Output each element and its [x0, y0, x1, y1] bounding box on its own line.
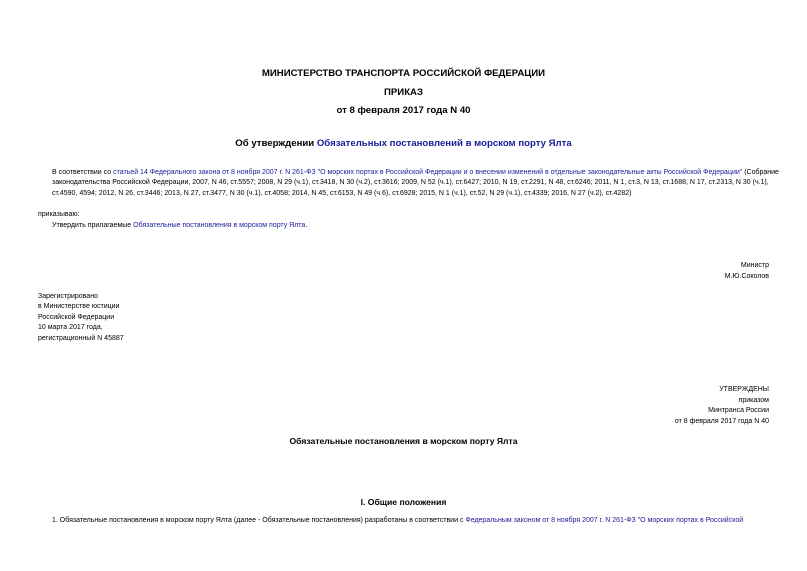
approved-line: Минтранса России [708, 407, 769, 414]
approved-line: УТВЕРЖДЕНЫ [719, 386, 769, 393]
approved-block [675, 385, 769, 427]
approve-suffix: . [305, 222, 308, 229]
approve-prefix: Утвердить прилагаемые [52, 222, 134, 229]
registration-line: Российской Федерации [38, 313, 115, 321]
approved-line: приказом [738, 396, 769, 404]
paragraph-text: 1. Обязательные постановления в морском порту Ялта (далее - Обязательные постановления) разработаны в соответствии с [52, 517, 466, 524]
registration-line: 10 марта 2017 года, [38, 324, 103, 332]
registration-line: в Министерстве юстиции [38, 303, 120, 311]
doc-date-number: от 8 февраля 2017 года N 40 [336, 105, 471, 116]
doc-title-link[interactable]: Обязательных постановлений в морском порту Ялта [316, 138, 572, 149]
regulations-title: Обязательные постановления в морском порту Ялта [289, 436, 518, 446]
section-heading: I. Общие положения [360, 497, 447, 507]
approve-paragraph [52, 221, 752, 231]
approve-link[interactable]: Обязательные постановления в морском порту Ялта [133, 222, 306, 229]
registration-line: регистрационный N 45887 [38, 334, 124, 342]
doc-title-prefix: Об утверждении [235, 138, 317, 149]
prikazyvayu-text: приказываю: [38, 211, 80, 218]
law-link[interactable]: статьей 14 Федерального закона от 8 ноября 2007 г. N 261-ФЗ "О морских портах в Российской Федерации и о внесении изменений в отдельные законодательные акты Российской Федерации" [113, 169, 743, 176]
signature-name: М.Ю.Соколов [724, 272, 769, 280]
registration-line: Зарегистрировано [38, 293, 98, 300]
doc-type-heading: ПРИКАЗ [384, 87, 423, 98]
preamble-intro: В соответствии со [52, 169, 114, 176]
signature-position: Министр [740, 262, 769, 269]
preamble-sources: (Собрание законодательства Российской Федерации, 2007, N 46, ст.5557; 2008, N 29 (ч.1), ст.3418, N 30 (ч.2), ст.3616; 2009, N 52 (ч.1), ст.6427; 2010, N 19, ст.2291, N 48, ст.6246; 2011, N 1, ст.3, N 13, ст.1688, N 17, ст.2313, N 30 (ч.1), ст.4590, 4594; 2012, N 26, ст.3446; 2013, N 27, ст.3477, N 30 (ч.1), ст.4058; 2014, N 45, ст.6153, N 49 (ч.6), ст.6928; 2015, N 1 (ч.1), ст.52, N 29 (ч.1), ст.4339; 2016, N 27 (ч.2), ст.4282) [52, 169, 779, 197]
signature-block [725, 261, 769, 282]
doc-title [0, 138, 807, 149]
approved-line: от 8 февраля 2017 года N 40 [674, 417, 769, 425]
federal-law-link[interactable]: Федеральным законом от 8 ноября 2007 г. N 261-ФЗ "О морских портах в Российской [465, 517, 744, 524]
ministry-heading: МИНИСТЕРСТВО ТРАНСПОРТА РОССИЙСКОЙ ФЕДЕРАЦИИ [261, 68, 546, 79]
regulations-paragraph-1 [52, 516, 787, 526]
preamble-paragraph [38, 168, 787, 199]
registration-block [38, 292, 124, 344]
